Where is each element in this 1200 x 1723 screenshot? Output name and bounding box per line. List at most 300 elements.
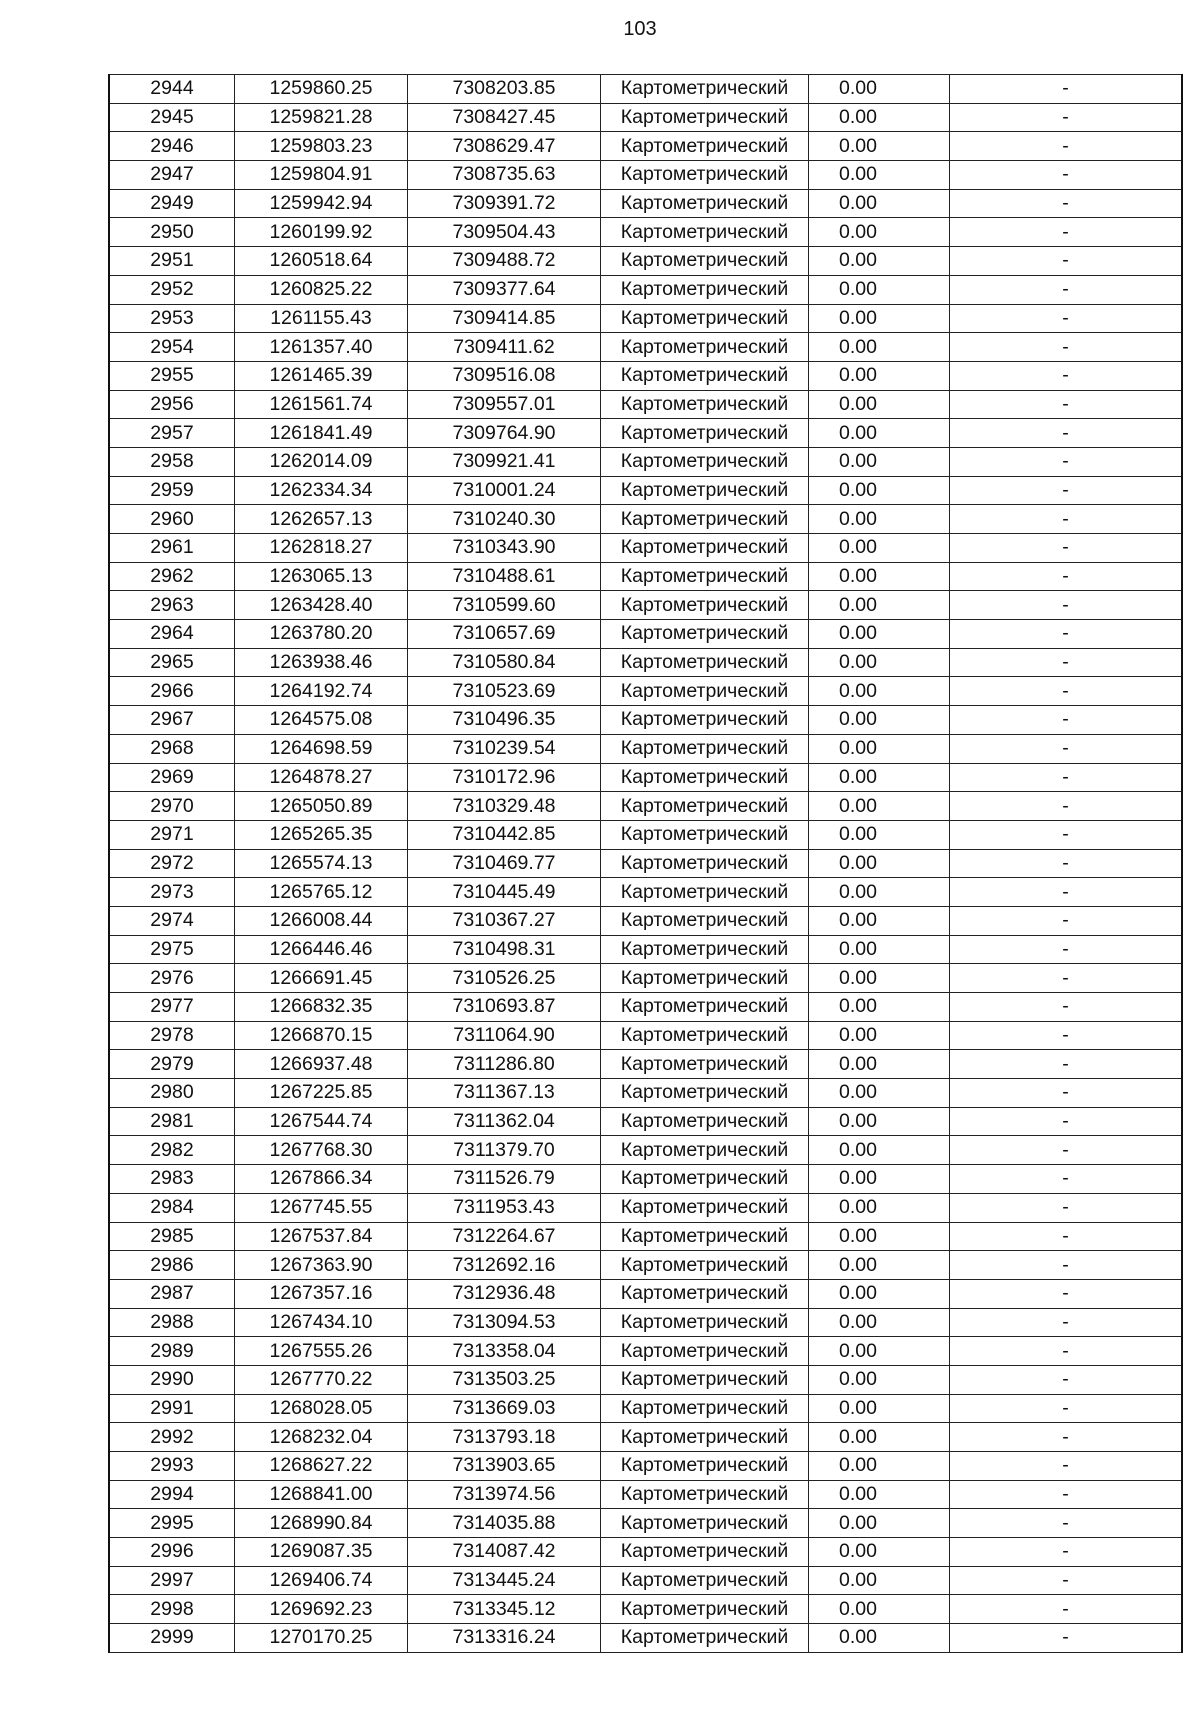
accuracy-cell: 0.00 [809, 1365, 950, 1394]
y-coordinate-cell: 7308735.63 [408, 161, 601, 190]
x-coordinate-cell: 1266691.45 [235, 964, 408, 993]
point-number-cell: 2966 [109, 677, 235, 706]
y-coordinate-cell: 7309377.64 [408, 275, 601, 304]
x-coordinate-cell: 1264698.59 [235, 734, 408, 763]
note-cell: - [950, 304, 1183, 333]
x-coordinate-cell: 1266937.48 [235, 1050, 408, 1079]
method-cell: Картометрический [601, 361, 809, 390]
accuracy-cell: 0.00 [809, 1136, 950, 1165]
y-coordinate-cell: 7310240.30 [408, 505, 601, 534]
y-coordinate-cell: 7310445.49 [408, 878, 601, 907]
point-number-cell: 2958 [109, 447, 235, 476]
note-cell: - [950, 419, 1183, 448]
x-coordinate-cell: 1268627.22 [235, 1452, 408, 1481]
note-cell: - [950, 1136, 1183, 1165]
y-coordinate-cell: 7310496.35 [408, 706, 601, 735]
table-row [109, 1452, 1182, 1481]
accuracy-cell: 0.00 [809, 1308, 950, 1337]
y-coordinate-cell: 7313974.56 [408, 1480, 601, 1509]
note-cell: - [950, 964, 1183, 993]
y-coordinate-cell: 7308427.45 [408, 103, 601, 132]
accuracy-cell: 0.00 [809, 1107, 950, 1136]
method-cell: Картометрический [601, 849, 809, 878]
note-cell: - [950, 333, 1183, 362]
table-row [109, 1193, 1182, 1222]
point-number-cell: 2997 [109, 1566, 235, 1595]
point-number-cell: 2984 [109, 1193, 235, 1222]
table-row [109, 189, 1182, 218]
point-number-cell: 2953 [109, 304, 235, 333]
method-cell: Картометрический [601, 218, 809, 247]
note-cell: - [950, 620, 1183, 649]
y-coordinate-cell: 7310343.90 [408, 534, 601, 563]
point-number-cell: 2992 [109, 1423, 235, 1452]
note-cell: - [950, 648, 1183, 677]
accuracy-cell: 0.00 [809, 390, 950, 419]
point-number-cell: 2979 [109, 1050, 235, 1079]
note-cell: - [950, 1079, 1183, 1108]
y-coordinate-cell: 7309516.08 [408, 361, 601, 390]
method-cell: Картометрический [601, 247, 809, 276]
y-coordinate-cell: 7310599.60 [408, 591, 601, 620]
x-coordinate-cell: 1261155.43 [235, 304, 408, 333]
x-coordinate-cell: 1268028.05 [235, 1394, 408, 1423]
x-coordinate-cell: 1261357.40 [235, 333, 408, 362]
note-cell: - [950, 935, 1183, 964]
table-row [109, 734, 1182, 763]
note-cell: - [950, 275, 1183, 304]
table-row [109, 218, 1182, 247]
note-cell: - [950, 1337, 1183, 1366]
point-number-cell: 2978 [109, 1021, 235, 1050]
point-number-cell: 2956 [109, 390, 235, 419]
method-cell: Картометрический [601, 1165, 809, 1194]
table-row [109, 161, 1182, 190]
note-cell: - [950, 677, 1183, 706]
x-coordinate-cell: 1259804.91 [235, 161, 408, 190]
point-number-cell: 2975 [109, 935, 235, 964]
note-cell: - [950, 1538, 1183, 1567]
table-row [109, 993, 1182, 1022]
x-coordinate-cell: 1267357.16 [235, 1279, 408, 1308]
accuracy-cell: 0.00 [809, 906, 950, 935]
note-cell: - [950, 792, 1183, 821]
point-number-cell: 2951 [109, 247, 235, 276]
x-coordinate-cell: 1259860.25 [235, 75, 408, 104]
method-cell: Картометрический [601, 1452, 809, 1481]
point-number-cell: 2962 [109, 562, 235, 591]
x-coordinate-cell: 1265765.12 [235, 878, 408, 907]
y-coordinate-cell: 7309414.85 [408, 304, 601, 333]
y-coordinate-cell: 7310523.69 [408, 677, 601, 706]
y-coordinate-cell: 7313094.53 [408, 1308, 601, 1337]
x-coordinate-cell: 1263428.40 [235, 591, 408, 620]
y-coordinate-cell: 7309391.72 [408, 189, 601, 218]
point-number-cell: 2950 [109, 218, 235, 247]
x-coordinate-cell: 1268232.04 [235, 1423, 408, 1452]
x-coordinate-cell: 1267555.26 [235, 1337, 408, 1366]
point-number-cell: 2954 [109, 333, 235, 362]
accuracy-cell: 0.00 [809, 1595, 950, 1624]
y-coordinate-cell: 7309411.62 [408, 333, 601, 362]
y-coordinate-cell: 7311526.79 [408, 1165, 601, 1194]
point-number-cell: 2959 [109, 476, 235, 505]
point-number-cell: 2982 [109, 1136, 235, 1165]
method-cell: Картометрический [601, 1509, 809, 1538]
x-coordinate-cell: 1267770.22 [235, 1365, 408, 1394]
y-coordinate-cell: 7313358.04 [408, 1337, 601, 1366]
table-row [109, 935, 1182, 964]
note-cell: - [950, 1050, 1183, 1079]
method-cell: Картометрический [601, 1107, 809, 1136]
x-coordinate-cell: 1269406.74 [235, 1566, 408, 1595]
accuracy-cell: 0.00 [809, 849, 950, 878]
x-coordinate-cell: 1266832.35 [235, 993, 408, 1022]
point-number-cell: 2957 [109, 419, 235, 448]
point-number-cell: 2977 [109, 993, 235, 1022]
x-coordinate-cell: 1267544.74 [235, 1107, 408, 1136]
x-coordinate-cell: 1265265.35 [235, 820, 408, 849]
point-number-cell: 2995 [109, 1509, 235, 1538]
y-coordinate-cell: 7311367.13 [408, 1079, 601, 1108]
x-coordinate-cell: 1259942.94 [235, 189, 408, 218]
note-cell: - [950, 562, 1183, 591]
point-number-cell: 2998 [109, 1595, 235, 1624]
note-cell: - [950, 1595, 1183, 1624]
accuracy-cell: 0.00 [809, 447, 950, 476]
method-cell: Картометрический [601, 1222, 809, 1251]
table-row [109, 591, 1182, 620]
point-number-cell: 2960 [109, 505, 235, 534]
point-number-cell: 2949 [109, 189, 235, 218]
accuracy-cell: 0.00 [809, 993, 950, 1022]
x-coordinate-cell: 1262657.13 [235, 505, 408, 534]
x-coordinate-cell: 1261465.39 [235, 361, 408, 390]
accuracy-cell: 0.00 [809, 1394, 950, 1423]
method-cell: Картометрический [601, 1624, 809, 1653]
note-cell: - [950, 132, 1183, 161]
y-coordinate-cell: 7309488.72 [408, 247, 601, 276]
accuracy-cell: 0.00 [809, 1452, 950, 1481]
y-coordinate-cell: 7310469.77 [408, 849, 601, 878]
point-number-cell: 2971 [109, 820, 235, 849]
y-coordinate-cell: 7313503.25 [408, 1365, 601, 1394]
x-coordinate-cell: 1261841.49 [235, 419, 408, 448]
note-cell: - [950, 706, 1183, 735]
x-coordinate-cell: 1268841.00 [235, 1480, 408, 1509]
accuracy-cell: 0.00 [809, 763, 950, 792]
method-cell: Картометрический [601, 1394, 809, 1423]
y-coordinate-cell: 7309764.90 [408, 419, 601, 448]
note-cell: - [950, 218, 1183, 247]
note-cell: - [950, 161, 1183, 190]
method-cell: Картометрический [601, 620, 809, 649]
table-row [109, 763, 1182, 792]
accuracy-cell: 0.00 [809, 1021, 950, 1050]
table-row [109, 1079, 1182, 1108]
note-cell: - [950, 1021, 1183, 1050]
note-cell: - [950, 247, 1183, 276]
accuracy-cell: 0.00 [809, 304, 950, 333]
table-row [109, 792, 1182, 821]
note-cell: - [950, 534, 1183, 563]
method-cell: Картометрический [601, 591, 809, 620]
point-number-cell: 2980 [109, 1079, 235, 1108]
method-cell: Картометрический [601, 103, 809, 132]
y-coordinate-cell: 7308629.47 [408, 132, 601, 161]
table-row [109, 906, 1182, 935]
point-number-cell: 2973 [109, 878, 235, 907]
x-coordinate-cell: 1267434.10 [235, 1308, 408, 1337]
point-number-cell: 2944 [109, 75, 235, 104]
point-number-cell: 2993 [109, 1452, 235, 1481]
accuracy-cell: 0.00 [809, 1079, 950, 1108]
note-cell: - [950, 1251, 1183, 1280]
point-number-cell: 2985 [109, 1222, 235, 1251]
accuracy-cell: 0.00 [809, 1251, 950, 1280]
method-cell: Картометрический [601, 763, 809, 792]
x-coordinate-cell: 1261561.74 [235, 390, 408, 419]
method-cell: Картометрический [601, 419, 809, 448]
accuracy-cell: 0.00 [809, 935, 950, 964]
y-coordinate-cell: 7311286.80 [408, 1050, 601, 1079]
x-coordinate-cell: 1266008.44 [235, 906, 408, 935]
y-coordinate-cell: 7312692.16 [408, 1251, 601, 1280]
method-cell: Картометрический [601, 304, 809, 333]
x-coordinate-cell: 1263065.13 [235, 562, 408, 591]
method-cell: Картометрический [601, 1337, 809, 1366]
point-number-cell: 2996 [109, 1538, 235, 1567]
y-coordinate-cell: 7313793.18 [408, 1423, 601, 1452]
y-coordinate-cell: 7310657.69 [408, 620, 601, 649]
table-row [109, 964, 1182, 993]
y-coordinate-cell: 7311362.04 [408, 1107, 601, 1136]
y-coordinate-cell: 7310693.87 [408, 993, 601, 1022]
x-coordinate-cell: 1267363.90 [235, 1251, 408, 1280]
method-cell: Картометрический [601, 648, 809, 677]
method-cell: Картометрический [601, 333, 809, 362]
y-coordinate-cell: 7309921.41 [408, 447, 601, 476]
method-cell: Картометрический [601, 161, 809, 190]
y-coordinate-cell: 7310001.24 [408, 476, 601, 505]
point-number-cell: 2994 [109, 1480, 235, 1509]
table-row [109, 304, 1182, 333]
x-coordinate-cell: 1263938.46 [235, 648, 408, 677]
note-cell: - [950, 390, 1183, 419]
accuracy-cell: 0.00 [809, 75, 950, 104]
point-number-cell: 2981 [109, 1107, 235, 1136]
y-coordinate-cell: 7313903.65 [408, 1452, 601, 1481]
table-row [109, 1566, 1182, 1595]
note-cell: - [950, 505, 1183, 534]
point-number-cell: 2964 [109, 620, 235, 649]
method-cell: Картометрический [601, 534, 809, 563]
note-cell: - [950, 1509, 1183, 1538]
table-row [109, 1624, 1182, 1653]
y-coordinate-cell: 7310172.96 [408, 763, 601, 792]
coordinates-table [108, 74, 1183, 1653]
x-coordinate-cell: 1267225.85 [235, 1079, 408, 1108]
accuracy-cell: 0.00 [809, 820, 950, 849]
table-row [109, 620, 1182, 649]
x-coordinate-cell: 1270170.25 [235, 1624, 408, 1653]
coordinates-table-body [109, 75, 1182, 1653]
accuracy-cell: 0.00 [809, 103, 950, 132]
accuracy-cell: 0.00 [809, 132, 950, 161]
y-coordinate-cell: 7311953.43 [408, 1193, 601, 1222]
table-row [109, 75, 1182, 104]
accuracy-cell: 0.00 [809, 534, 950, 563]
y-coordinate-cell: 7310329.48 [408, 792, 601, 821]
table-row [109, 1107, 1182, 1136]
y-coordinate-cell: 7313316.24 [408, 1624, 601, 1653]
y-coordinate-cell: 7310239.54 [408, 734, 601, 763]
table-row [109, 562, 1182, 591]
accuracy-cell: 0.00 [809, 1337, 950, 1366]
method-cell: Картометрический [601, 1365, 809, 1394]
method-cell: Картометрический [601, 1279, 809, 1308]
method-cell: Картометрический [601, 1538, 809, 1567]
note-cell: - [950, 1452, 1183, 1481]
table-row [109, 1136, 1182, 1165]
accuracy-cell: 0.00 [809, 1509, 950, 1538]
note-cell: - [950, 1480, 1183, 1509]
method-cell: Картометрический [601, 1251, 809, 1280]
method-cell: Картометрический [601, 1021, 809, 1050]
table-row [109, 447, 1182, 476]
accuracy-cell: 0.00 [809, 706, 950, 735]
note-cell: - [950, 103, 1183, 132]
x-coordinate-cell: 1267745.55 [235, 1193, 408, 1222]
x-coordinate-cell: 1266446.46 [235, 935, 408, 964]
table-row [109, 878, 1182, 907]
accuracy-cell: 0.00 [809, 648, 950, 677]
table-row [109, 103, 1182, 132]
y-coordinate-cell: 7310580.84 [408, 648, 601, 677]
x-coordinate-cell: 1260199.92 [235, 218, 408, 247]
accuracy-cell: 0.00 [809, 218, 950, 247]
note-cell: - [950, 361, 1183, 390]
accuracy-cell: 0.00 [809, 476, 950, 505]
y-coordinate-cell: 7310488.61 [408, 562, 601, 591]
table-row [109, 1337, 1182, 1366]
method-cell: Картометрический [601, 189, 809, 218]
point-number-cell: 2991 [109, 1394, 235, 1423]
method-cell: Картометрический [601, 390, 809, 419]
accuracy-cell: 0.00 [809, 1165, 950, 1194]
accuracy-cell: 0.00 [809, 1423, 950, 1452]
accuracy-cell: 0.00 [809, 677, 950, 706]
y-coordinate-cell: 7312936.48 [408, 1279, 601, 1308]
table-row [109, 1509, 1182, 1538]
point-number-cell: 2946 [109, 132, 235, 161]
table-row [109, 1165, 1182, 1194]
note-cell: - [950, 993, 1183, 1022]
point-number-cell: 2988 [109, 1308, 235, 1337]
table-row [109, 1021, 1182, 1050]
x-coordinate-cell: 1264575.08 [235, 706, 408, 735]
table-row [109, 247, 1182, 276]
accuracy-cell: 0.00 [809, 792, 950, 821]
accuracy-cell: 0.00 [809, 1222, 950, 1251]
method-cell: Картометрический [601, 505, 809, 534]
table-row [109, 648, 1182, 677]
x-coordinate-cell: 1268990.84 [235, 1509, 408, 1538]
accuracy-cell: 0.00 [809, 361, 950, 390]
y-coordinate-cell: 7313345.12 [408, 1595, 601, 1624]
page-number: 103 [623, 18, 657, 40]
x-coordinate-cell: 1259821.28 [235, 103, 408, 132]
note-cell: - [950, 1193, 1183, 1222]
x-coordinate-cell: 1269692.23 [235, 1595, 408, 1624]
method-cell: Картометрический [601, 1566, 809, 1595]
note-cell: - [950, 1279, 1183, 1308]
note-cell: - [950, 447, 1183, 476]
x-coordinate-cell: 1265050.89 [235, 792, 408, 821]
point-number-cell: 2947 [109, 161, 235, 190]
x-coordinate-cell: 1262818.27 [235, 534, 408, 563]
table-row [109, 361, 1182, 390]
point-number-cell: 2955 [109, 361, 235, 390]
table-row [109, 1480, 1182, 1509]
x-coordinate-cell: 1267768.30 [235, 1136, 408, 1165]
method-cell: Картометрический [601, 878, 809, 907]
method-cell: Картометрический [601, 1480, 809, 1509]
y-coordinate-cell: 7310442.85 [408, 820, 601, 849]
note-cell: - [950, 1624, 1183, 1653]
table-row [109, 1222, 1182, 1251]
accuracy-cell: 0.00 [809, 161, 950, 190]
method-cell: Картометрический [601, 792, 809, 821]
note-cell: - [950, 1107, 1183, 1136]
x-coordinate-cell: 1267537.84 [235, 1222, 408, 1251]
method-cell: Картометрический [601, 906, 809, 935]
accuracy-cell: 0.00 [809, 964, 950, 993]
note-cell: - [950, 849, 1183, 878]
note-cell: - [950, 1365, 1183, 1394]
table-row [109, 1538, 1182, 1567]
table-row [109, 476, 1182, 505]
method-cell: Картометрический [601, 706, 809, 735]
note-cell: - [950, 820, 1183, 849]
x-coordinate-cell: 1265574.13 [235, 849, 408, 878]
method-cell: Картометрический [601, 1423, 809, 1452]
accuracy-cell: 0.00 [809, 1480, 950, 1509]
table-row [109, 1423, 1182, 1452]
x-coordinate-cell: 1260518.64 [235, 247, 408, 276]
accuracy-cell: 0.00 [809, 1279, 950, 1308]
method-cell: Картометрический [601, 677, 809, 706]
note-cell: - [950, 763, 1183, 792]
accuracy-cell: 0.00 [809, 1193, 950, 1222]
accuracy-cell: 0.00 [809, 247, 950, 276]
accuracy-cell: 0.00 [809, 419, 950, 448]
method-cell: Картометрический [601, 1079, 809, 1108]
method-cell: Картометрический [601, 1050, 809, 1079]
point-number-cell: 2974 [109, 906, 235, 935]
note-cell: - [950, 1308, 1183, 1337]
table-row [109, 390, 1182, 419]
accuracy-cell: 0.00 [809, 275, 950, 304]
point-number-cell: 2983 [109, 1165, 235, 1194]
point-number-cell: 2990 [109, 1365, 235, 1394]
accuracy-cell: 0.00 [809, 1538, 950, 1567]
note-cell: - [950, 734, 1183, 763]
x-coordinate-cell: 1259803.23 [235, 132, 408, 161]
point-number-cell: 2987 [109, 1279, 235, 1308]
method-cell: Картометрический [601, 993, 809, 1022]
method-cell: Картометрический [601, 1595, 809, 1624]
